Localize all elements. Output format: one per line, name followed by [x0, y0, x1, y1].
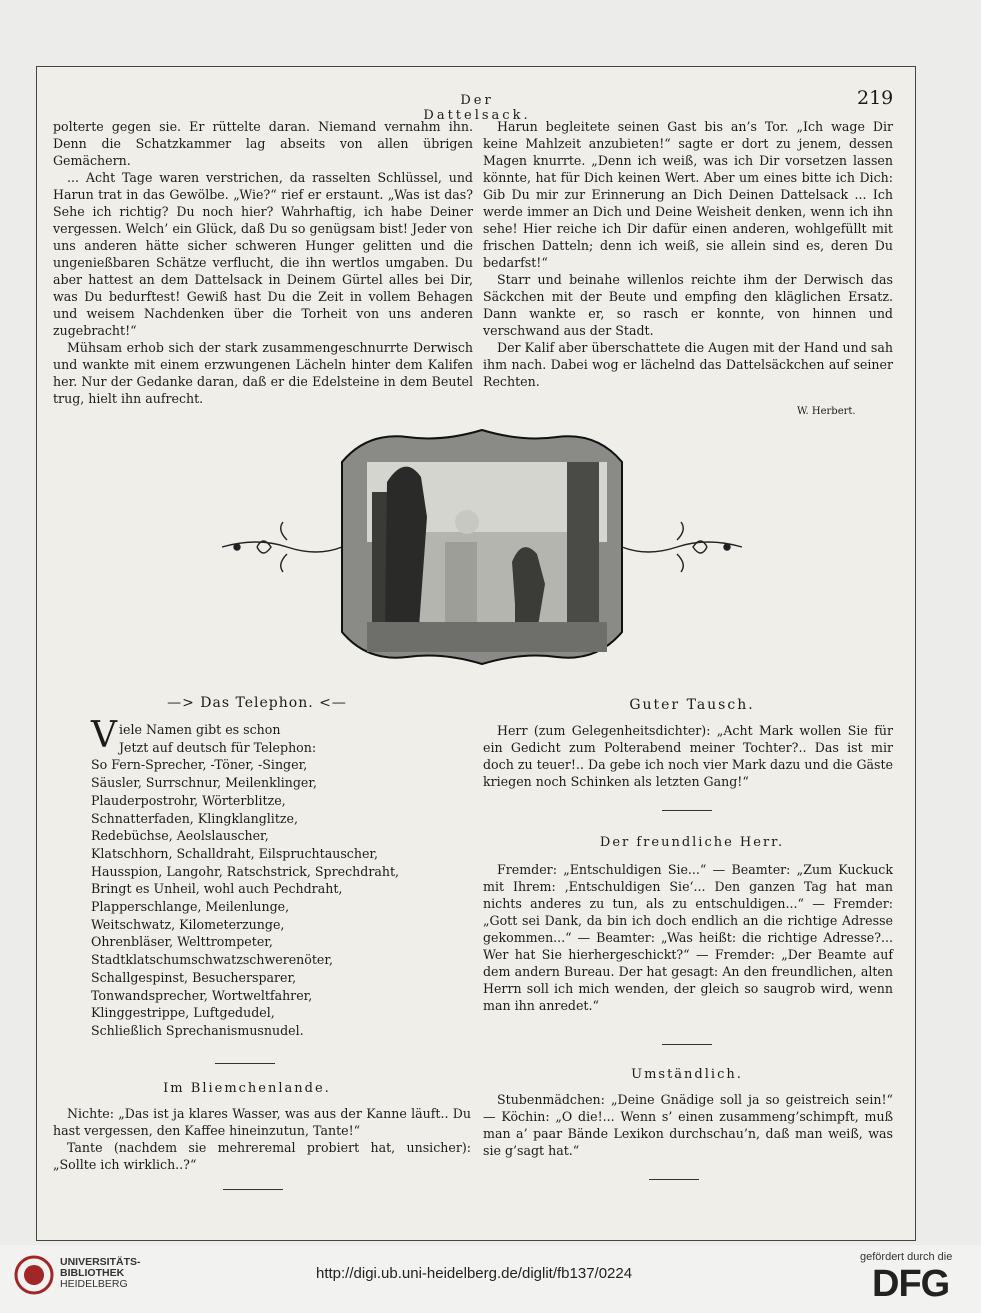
- poem-line: Schallgespinst, Besuchersparer,: [91, 969, 297, 985]
- logo-line: UNIVERSITÄTS-: [60, 1256, 141, 1268]
- paragraph: Fremder: „Entschuldigen Sie...“ — Beamter: „Zum Kuckuck mit Ihrem: ‚Entschuldigen Sie‘... Den ganzen Tag hat man nichts anderes zu tun, als zu entschuldigen...“ — Fremder: „Gott sei Dank, da bin ich doch endlich an die richtige Adresse gekommen...“ — Beamter: „Was heißt: die richtige Adresse?... Wer hat Sie hierhergeschickt?“ — Fremder: „Der Beamte auf dem andern Bureau. Der hat gesagt: An den freundlichen, alten Herrn soll ich mich wenden, der gleich so saugrob wird, wenn man ihn anredet.“: [483, 862, 893, 1013]
- poem-line: Schnatterfaden, Klingklanglitze,: [91, 810, 298, 826]
- telephon-title-row: [127, 695, 387, 711]
- paragraph: Nichte: „Das ist ja klares Wasser, was aus der Kanne läuft.. Du hast vergessen, den Kaffee hineinzutun, Tante!“: [53, 1106, 471, 1138]
- university-seal-icon: [14, 1253, 54, 1297]
- divider-rule: [662, 1044, 712, 1045]
- poem-line: Bringt es Unheil, wohl auch Pechdraht,: [91, 881, 343, 897]
- poem-line: Hausspion, Langohr, Ratschstrick, Sprechdraht,: [91, 863, 400, 879]
- poem-line: Klatschhorn, Schalldraht, Eilspruchtauscher,: [91, 845, 379, 861]
- poem-line: Redebüchse, Aeolslauscher,: [91, 828, 269, 844]
- dfg-logo: DFG: [872, 1263, 950, 1305]
- drop-cap-initial: V: [91, 715, 117, 756]
- left-ornament-flourish: [222, 522, 342, 572]
- story-column-right: [483, 118, 893, 390]
- floor: [367, 622, 607, 652]
- umstaendlich-title: Umständlich.: [631, 1067, 743, 1082]
- telephon-poem: [91, 715, 471, 1040]
- paragraph: Der Kalif aber überschattete die Augen mit der Hand und sah ihm nach. Dabei wog er lächelnd das Dattelsäckchen auf seiner Rechten.: [483, 340, 893, 389]
- poem-line: So Fern-Sprecher, -Töner, -Singer,: [91, 757, 308, 773]
- poem-line: Säusler, Surrschnur, Meilenklinger,: [91, 775, 318, 791]
- divider-rule: [662, 810, 712, 811]
- poem-line: Tonwandsprecher, Wortweltfahrer,: [91, 987, 313, 1003]
- right-ornament-flourish: [622, 522, 742, 572]
- digital-copy-link[interactable]: http://digi.ub.uni-heidelberg.de/diglit/fb137/0224: [316, 1265, 633, 1282]
- digitization-footer: [0, 1245, 981, 1313]
- figure-caliph: [385, 467, 427, 627]
- tausch-title: Guter Tausch.: [629, 697, 755, 713]
- logo-line: BIBLIOTHEK: [60, 1267, 125, 1279]
- poem-line: Plauderpostrohr, Wörterblitze,: [91, 792, 286, 808]
- paragraph: Herr (zum Gelegenheitsdichter): „Acht Mark wollen Sie für ein Gedicht zum Polterabend meiner Tochter?.. Das ist mir doch zu teuer!.. Da gebe ich noch vier Mark dazu und die Gäste kriegen noch Schinken als letzten Gang!“: [483, 723, 893, 789]
- telephon-title: Das Telephon.: [200, 695, 314, 711]
- paragraph: Mühsam erhob sich der stark zusammengeschnurrte Derwisch und wankte mit einem erzwungenen Lächeln hinter dem Kalifen her. Nur der Gedanke daran, daß er die Edelsteine in dem Beutel trug, hielt ihn aufrecht.: [53, 340, 473, 406]
- poem-line: Weitschwatz, Kilometerzunge,: [91, 916, 285, 932]
- university-library-logo: [60, 1257, 141, 1290]
- paragraph: Starr und beinahe willenlos reichte ihm der Derwisch das Säckchen mit der Beute und empfing den kläglichen Ersatz. Dann wankte er, so rasch er konnte, von hinnen und verschwand aus der Stadt.: [483, 272, 893, 338]
- poem-line: Jetzt auf deutsch für Telephon:: [119, 739, 317, 755]
- illustration-vignette: [217, 422, 747, 672]
- section-divider-ornament: [215, 1059, 275, 1064]
- poem-line: Schließlich Sprechanismusnudel.: [91, 1022, 304, 1038]
- paragraph: polterte gegen sie. Er rüttelte daran. Niemand vernahm ihn. Denn die Schatzkammer lag abseits von allen übrigen Gemächern.: [53, 119, 473, 168]
- paragraph: Harun begleitete seinen Gast bis an’s Tor. „Ich wage Dir keine Mahlzeit anzubieten!“ sagte er dort zu jenem, dessen Magen knurrte. „Denn ich weiß, was ich Dir vorsetzen lassen könnte, hat für Dich keinen Wert. Aber um eines bitte ich Dich: Gib Du mir zur Erinnerung an Dich Deinen Dattelsack ... Ich werde immer an Dich und Deine Weisheit denken, wenn ich ihn sehe! Hier reiche ich Dir dafür einen anderen, wohlgefüllt mit frischen Datteln; denn ich weiß, sie allein sind es, deren Du bedarfst!“: [483, 119, 893, 270]
- divider-rule: [649, 1179, 699, 1180]
- umstaendlich-text: [483, 1091, 893, 1159]
- arrow-left-ornament: —>: [167, 695, 195, 711]
- herr-text: [483, 861, 893, 1014]
- author-signature: W. Herbert.: [797, 406, 856, 417]
- tower: [445, 542, 477, 622]
- bliemchen-text: [53, 1105, 471, 1173]
- funded-by-label: gefördert durch die: [860, 1251, 953, 1263]
- story-column-left: [53, 118, 473, 407]
- poem-line: Plapperschlange, Meilenlunge,: [91, 899, 290, 915]
- paragraph: Tante (nachdem sie mehreremal probiert hat, unsicher): „Sollte ich wirklich..?“: [53, 1140, 471, 1172]
- dome: [455, 510, 479, 534]
- page-number: 219: [857, 87, 894, 109]
- arrow-right-ornament: <—: [319, 695, 347, 711]
- herr-title: Der freundliche Herr.: [599, 835, 785, 850]
- logo-line: HEIDELBERG: [60, 1278, 128, 1290]
- paragraph: ... Acht Tage waren verstrichen, da rasselten Schlüssel, und Harun trat in das Gewölbe. „Wie?“ rief er erstaunt. „Was ist das? Sehe ich richtig? Du noch hier? Wahrhaftig, ich habe Deiner vergessen. Welch’ ein Glück, daß Du so genügsam bist! Jeder von uns anderen hätte sicher schweren Hunger gelitten und die ungenießbaren Schätze verflucht, die ihn wertlos umgaben. Du aber hattest an dem Dattelsack in Deinem Gürtel alles bei Dir, was Du bedurftest! Gewiß hast Du die Zeit in vollem Behagen und weisem Nachdenken über die Torheit von uns anderen zugebracht!“: [53, 170, 473, 338]
- poem-line: Ohrenbläser, Welttrompeter,: [91, 934, 273, 950]
- bliemchen-title: Im Bliemchenlande.: [163, 1081, 331, 1096]
- magazine-page: [36, 66, 916, 1241]
- poem-line: Stadtklatschumschwatzschwerenöter,: [91, 952, 334, 968]
- paragraph: Stubenmädchen: „Deine Gnädige soll ja so geistreich sein!“ — Köchin: „O die!... Wenn s’ einen zusammeng’schimpft, muß man a’ paar Bände Lexikon durchschau’n, daß man weiß, was sie g’sagt hat.“: [483, 1092, 893, 1158]
- divider-rule: [223, 1189, 283, 1190]
- poem-line: Klinggestrippe, Luftgedudel,: [91, 1005, 275, 1021]
- tausch-text: [483, 722, 893, 790]
- running-title: Der Dattelsack.: [423, 93, 531, 123]
- poem-line: iele Namen gibt es schon: [119, 722, 281, 737]
